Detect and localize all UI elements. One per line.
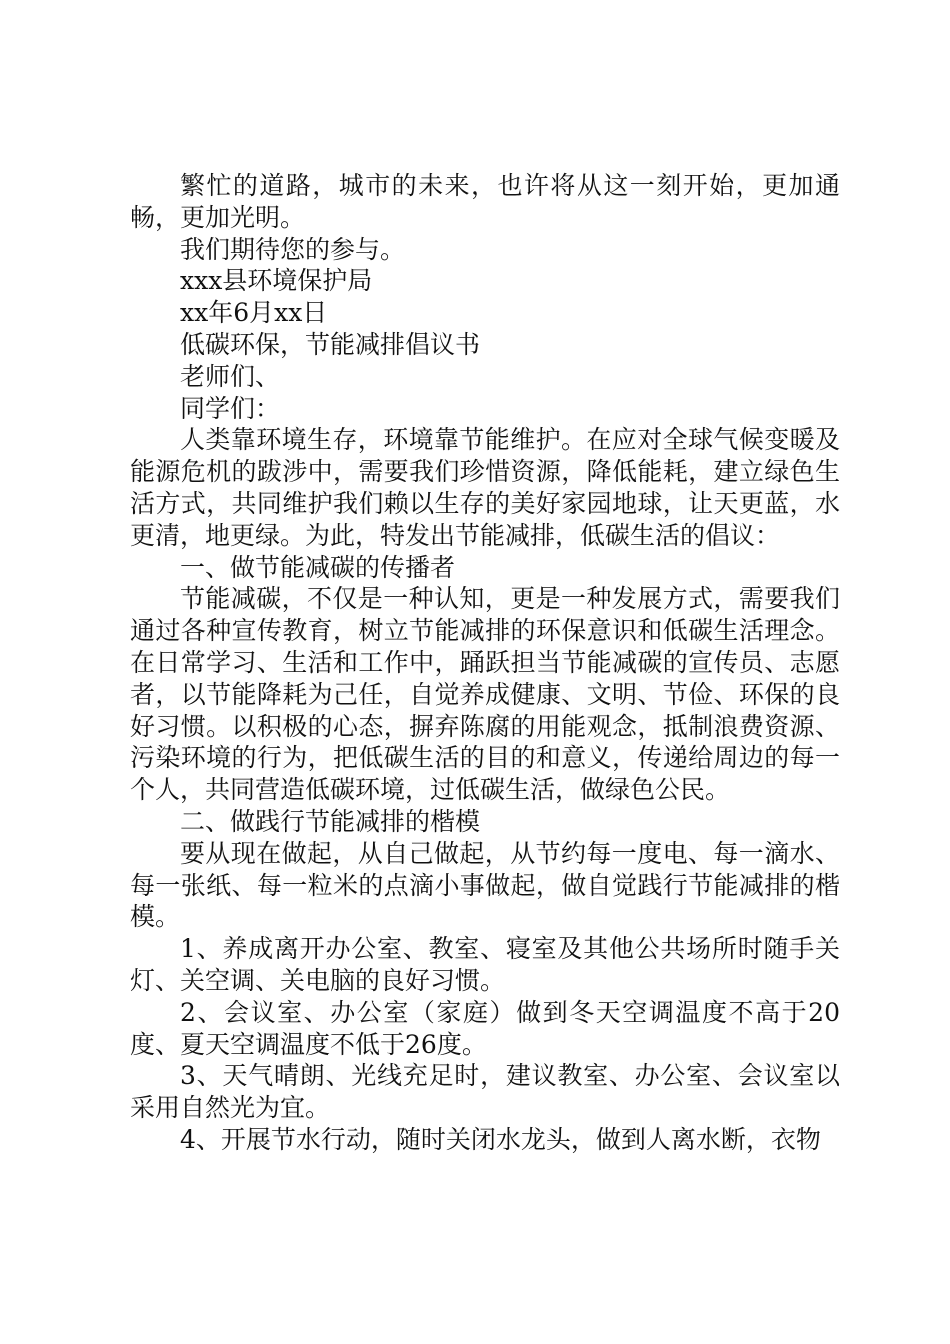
list-item-2: 2、会议室、办公室（家庭）做到冬天空调温度不高于20度、夏天空调温度不低于26度。 <box>130 997 840 1059</box>
paragraph-intro: 人类靠环境生存，环境靠节能维护。在应对全球气候变暖及能源危机的跋涉中，需要我们珍惜资源，降低能耗，建立绿色生活方式，共同维护我们赖以生存的美好家园地球，让天更蓝，水更清，地更绿。为此，特发出节能减排，低碳生活的倡议： <box>130 425 840 550</box>
document-body <box>130 170 840 1156</box>
salutation-students: 同学们： <box>180 393 281 423</box>
signature-date: xx年6月xx日 <box>180 298 328 328</box>
paragraph-invitation: 我们期待您的参与。 <box>180 234 406 264</box>
signature-organization: xxx县环境保护局 <box>180 266 373 296</box>
paragraph-section-2: 要从现在做起，从自己做起，从节约每一度电、每一滴水、每一张纸、每一粒米的点滴小事做起，做自觉践行节能减排的楷模。 <box>130 838 840 932</box>
list-item-3: 3、天气晴朗、光线充足时，建议教室、办公室、会议室以采用自然光为宜。 <box>130 1061 840 1123</box>
paragraph-section-1: 节能减碳，不仅是一种认知，更是一种发展方式，需要我们通过各种宣传教育，树立节能减排的环保意识和低碳生活理念。在日常学习、生活和工作中，踊跃担当节能减碳的宣传员、志愿者，以节能降耗为己任，自觉养成健康、文明、节俭、环保的良好习惯。以积极的心态，摒弃陈腐的用能观念，抵制浪费资源、污染环境的行为，把低碳生活的目的和意义，传递给周边的每一个人，共同营造低碳环境，过低碳生活，做绿色公民。 <box>130 584 840 805</box>
document-title: 低碳环保，节能减排倡议书 <box>180 329 481 359</box>
list-item-4: 4、开展节水行动，随时关闭水龙头，做到人离水断，衣物 <box>180 1124 821 1154</box>
list-item-1: 1、养成离开办公室、教室、寝室及其他公共场所时随手关灯、关空调、关电脑的良好习惯。 <box>130 934 840 995</box>
salutation-teachers: 老师们、 <box>180 361 281 391</box>
section-heading-2: 二、做践行节能减排的楷模 <box>180 806 481 836</box>
paragraph-closing-line: 繁忙的道路，城市的未来，也许将从这一刻开始，更加通畅，更加光明。 <box>130 171 840 232</box>
section-heading-1: 一、做节能减碳的传播者 <box>180 552 456 582</box>
